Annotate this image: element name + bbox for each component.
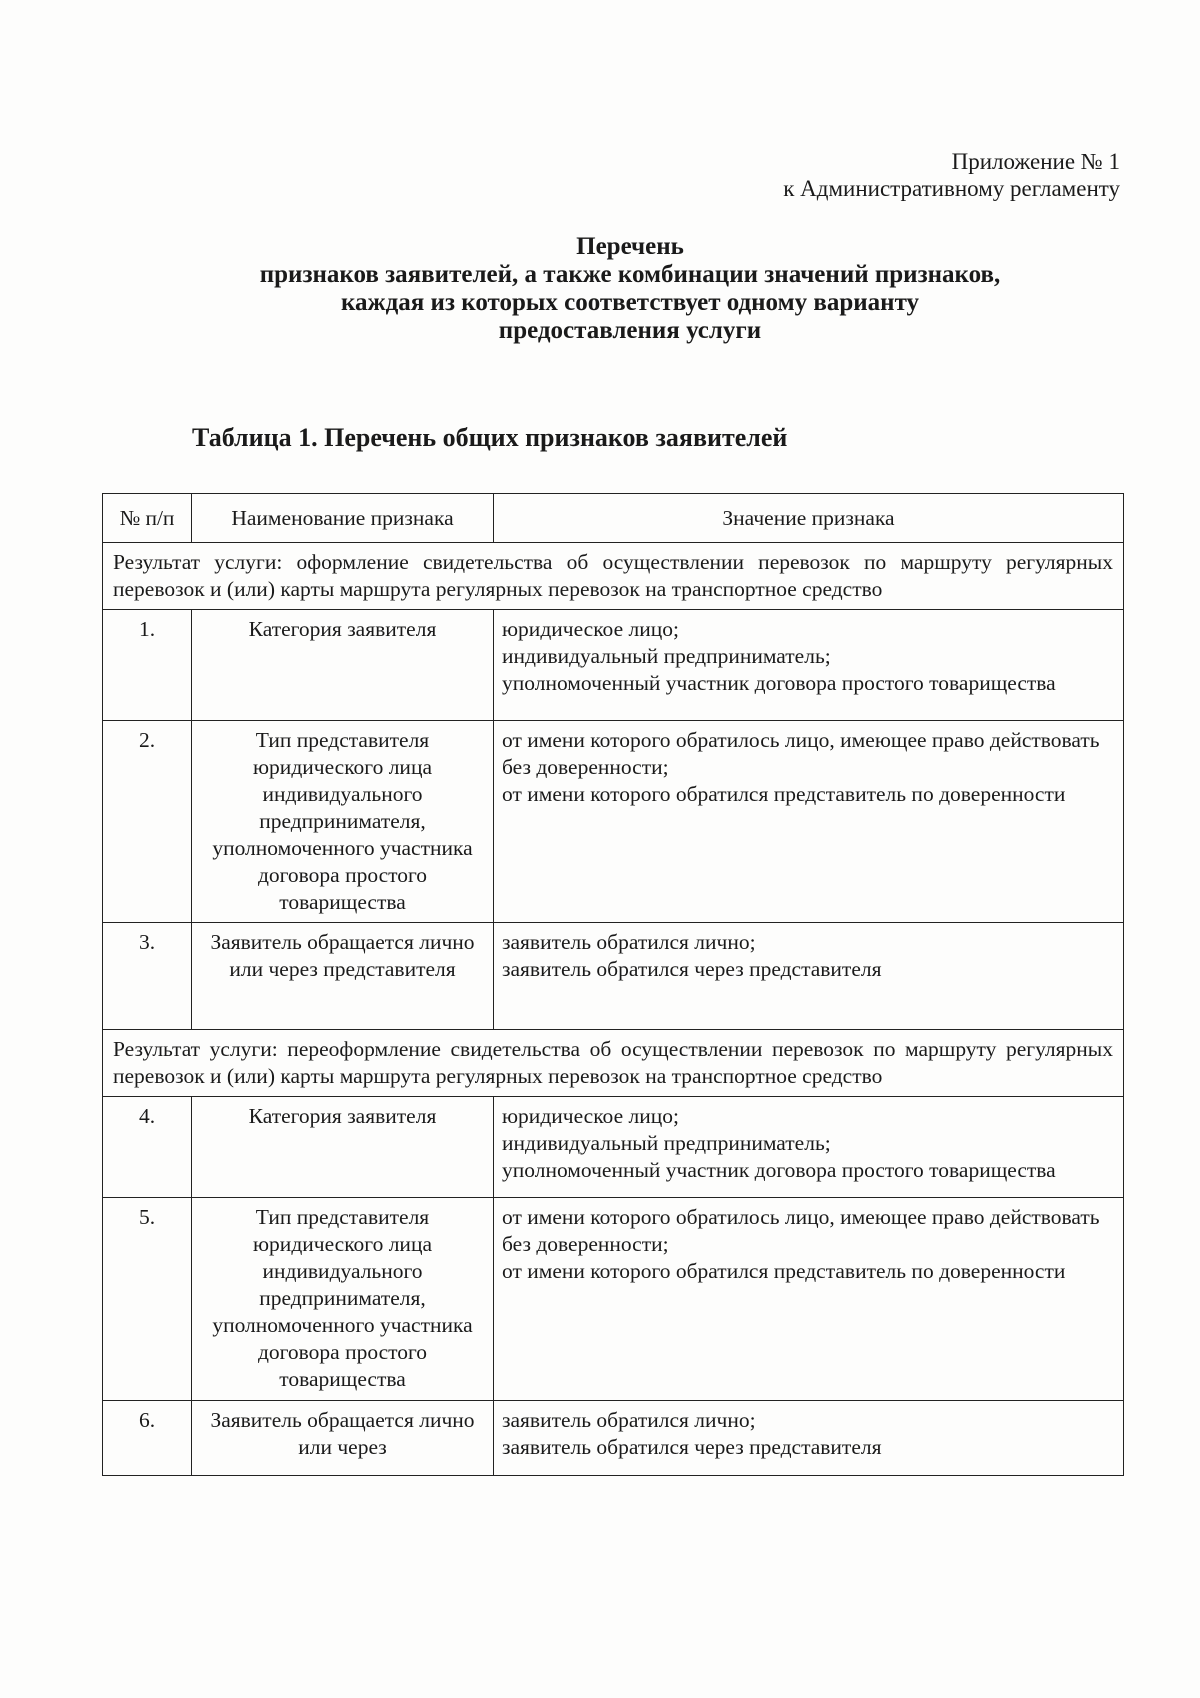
row-attribute-name: Тип представителя юридического лица индивидуального предпринимателя, уполномоченного участника договора простого товарищества [192, 721, 494, 923]
appendix-header [783, 148, 1120, 202]
row-num: 2. [103, 721, 192, 923]
title-line-1: Перечень [576, 233, 684, 260]
section-title: Результат услуги: переоформление свидетельства об осуществлении перевозок по маршруту регулярных перевозок и (или) карты маршрута регулярных перевозок на транспортное средство [103, 1030, 1124, 1097]
table-row [103, 610, 1124, 721]
appendix-line-2: к Административному регламенту [783, 176, 1120, 201]
row-num: 3. [103, 923, 192, 1030]
header-num: № п/п [103, 494, 192, 543]
title-line-4: предоставления услуги [498, 317, 762, 344]
row-attribute-values [494, 923, 1124, 1030]
value-line: индивидуальный предприниматель; [502, 644, 831, 668]
value-line: заявитель обратился через представителя [502, 1435, 882, 1459]
value-line: заявитель обратился лично; [502, 930, 756, 954]
section-title: Результат услуги: оформление свидетельства об осуществлении перевозок по маршруту регулярных перевозок и (или) карты маршрута регулярных перевозок на транспортное средство [103, 543, 1124, 610]
value-line: от имени которого обратилось лицо, имеющее право действовать без доверенности; [502, 728, 1100, 779]
row-attribute-name: Тип представителя юридического лица индивидуального предпринимателя, уполномоченного участника договора простого товарищества [192, 1198, 494, 1401]
table-row [103, 1097, 1124, 1198]
value-line: заявитель обратился лично; [502, 1408, 756, 1432]
row-attribute-values [494, 1097, 1124, 1198]
section-row [103, 543, 1124, 610]
title-line-3: каждая из которых соответствует одному варианту [340, 289, 920, 316]
table-row [103, 1198, 1124, 1401]
row-attribute-values [494, 721, 1124, 923]
value-line: от имени которого обратился представитель по доверенности [502, 1259, 1066, 1283]
value-line: уполномоченный участник договора простого товарищества [502, 671, 1056, 695]
table-row [103, 923, 1124, 1030]
row-attribute-name: Категория заявителя [192, 610, 494, 721]
row-num: 5. [103, 1198, 192, 1401]
section-row [103, 1030, 1124, 1097]
row-attribute-name: Заявитель обращается лично или через представителя [192, 923, 494, 1030]
title-line-2: признаков заявителей, а также комбинации значений признаков, [259, 261, 1001, 288]
value-line: уполномоченный участник договора простого товарищества [502, 1158, 1056, 1182]
row-attribute-name: Категория заявителя [192, 1097, 494, 1198]
table-header-row [103, 494, 1124, 543]
table-row [103, 1401, 1124, 1476]
row-attribute-values [494, 610, 1124, 721]
value-line: заявитель обратился через представителя [502, 957, 882, 981]
value-line: юридическое лицо; [502, 1104, 679, 1128]
appendix-line-1: Приложение № 1 [951, 149, 1120, 174]
header-value: Значение признака [494, 494, 1124, 543]
row-attribute-values [494, 1198, 1124, 1401]
value-line: от имени которого обратилось лицо, имеющее право действовать без доверенности; [502, 1205, 1100, 1256]
row-num: 1. [103, 610, 192, 721]
table-row [103, 721, 1124, 923]
row-num: 4. [103, 1097, 192, 1198]
table-caption: Таблица 1. Перечень общих признаков заявителей [192, 423, 788, 452]
row-num: 6. [103, 1401, 192, 1476]
header-name: Наименование признака [192, 494, 494, 543]
document-title [150, 233, 1110, 345]
row-attribute-name: Заявитель обращается лично или через [192, 1401, 494, 1476]
row-attribute-values [494, 1401, 1124, 1476]
attributes-table [102, 493, 1124, 1476]
value-line: юридическое лицо; [502, 617, 679, 641]
value-line: индивидуальный предприниматель; [502, 1131, 831, 1155]
value-line: от имени которого обратился представитель по доверенности [502, 782, 1066, 806]
